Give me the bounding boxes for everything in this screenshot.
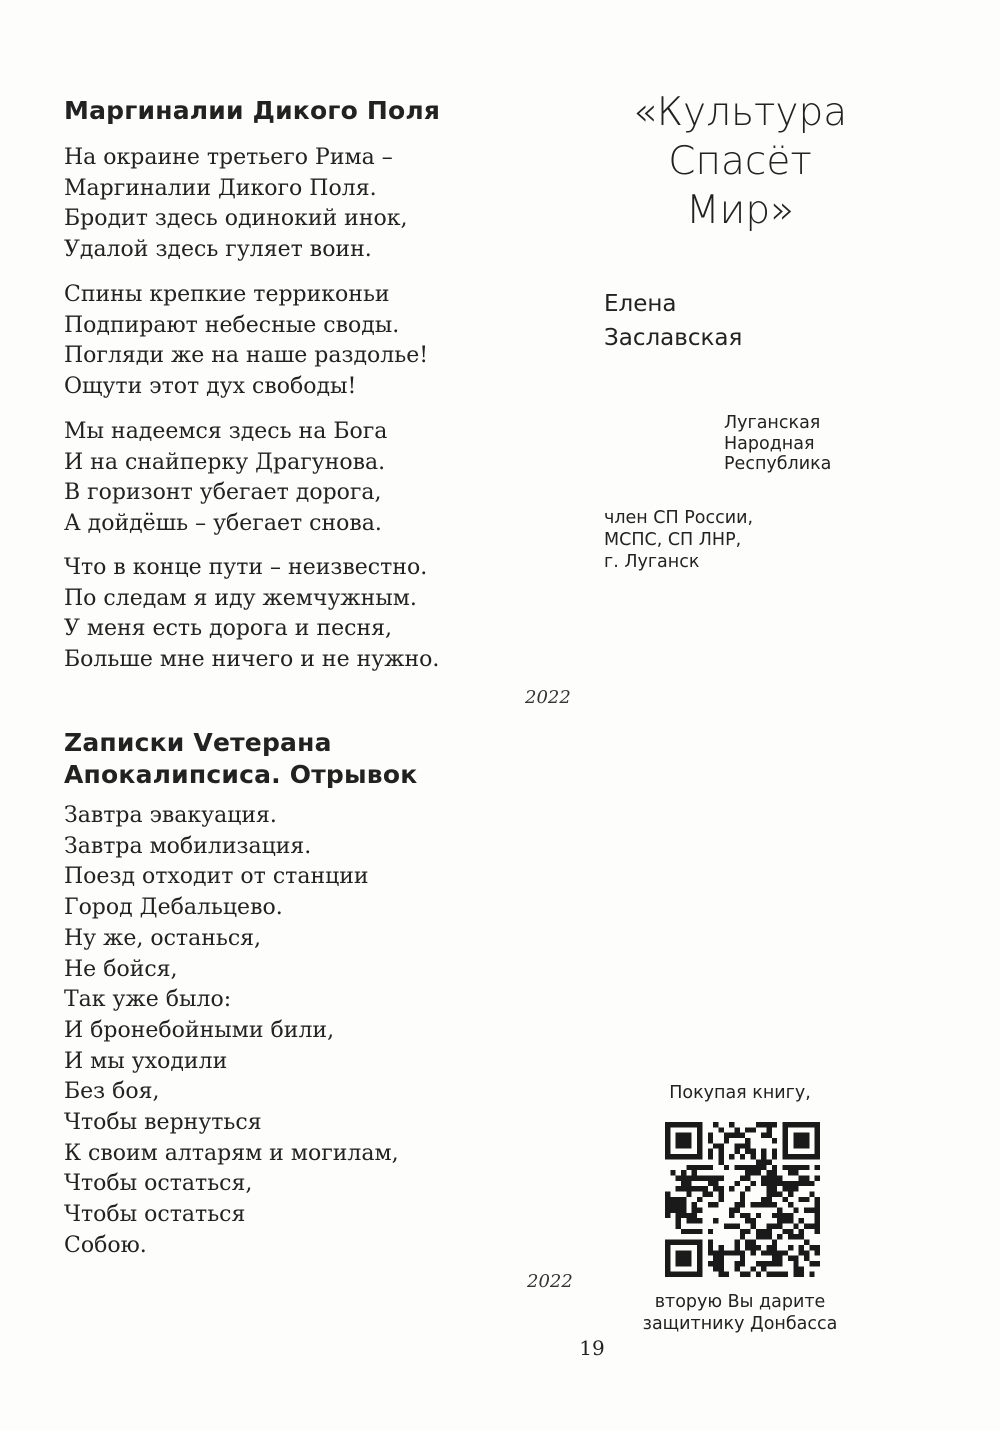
poem-line: Чтобы вернуться <box>64 1110 262 1136</box>
poem1-stanza-4 <box>64 553 439 676</box>
book-title-line: Мир» <box>686 188 794 233</box>
poem2-year: 2022 <box>527 1271 573 1292</box>
promo-line: вторую Вы дарите <box>654 1292 826 1312</box>
poem-line: И на снайперку Драгунова. <box>64 449 386 475</box>
region-line: Народная <box>724 433 815 454</box>
poem-line: Мы надеемся здесь на Бога <box>64 419 388 444</box>
poem2-title-line: Апокалипсиса. Отрывок <box>64 760 418 789</box>
poem-line: Город Дебальцево. <box>64 895 283 921</box>
promo-line: защитнику Донбасса <box>642 1314 838 1334</box>
poem1-stanza-3 <box>64 417 387 540</box>
poem-line: Спины крепкие терриконьи <box>64 282 390 307</box>
book-title-line: Спасёт <box>668 139 812 184</box>
poem-line: В горизонт убегает дорога, <box>64 480 382 506</box>
poem1-stanza-1 <box>64 143 407 266</box>
page-number: 19 <box>579 1336 605 1360</box>
author-first-name: Елена <box>604 291 677 317</box>
book-title <box>610 88 870 235</box>
poem-line: Так уже было: <box>64 987 232 1013</box>
poem-line: Чтобы остаться, <box>64 1171 253 1197</box>
poem-line: К своим алтарям и могилам, <box>64 1140 399 1166</box>
poem-line: По следам я иду жемчужным. <box>64 585 417 611</box>
poem-line: А дойдёшь – убегает снова. <box>64 511 382 537</box>
region-line: Республика <box>724 454 832 474</box>
membership-line: член СП России, <box>604 508 754 528</box>
poem-line: Ощути этот дух свободы! <box>64 374 357 400</box>
poem-line: Без боя, <box>64 1079 160 1105</box>
poem1-stanza-2 <box>64 280 428 403</box>
book-title-line: «Культура <box>632 90 848 135</box>
poem-line: Завтра мобилизация. <box>64 833 312 859</box>
poem-line: И мы уходили <box>64 1048 228 1074</box>
poem-line: Что в конце пути – неизвестно. <box>64 555 428 580</box>
region-line: Луганская <box>724 413 821 433</box>
poem1-title: Маргиналии Дикого Поля <box>64 96 441 125</box>
poem-line: У меня есть дорога и песня, <box>64 616 392 642</box>
poem-line: Поезд отходит от станции <box>64 864 369 890</box>
author-membership <box>604 507 753 573</box>
poem-line: Завтра эвакуация. <box>64 803 277 828</box>
membership-line: МСПС, СП ЛНР, <box>604 530 742 550</box>
author-name <box>604 287 742 355</box>
poem2-title-line: Zаписки Vетерана <box>64 728 332 757</box>
poem-line: Не бойся, <box>64 956 178 982</box>
poem-line: Больше мне ничего и не нужно. <box>64 647 440 673</box>
poem-line: И бронебойными били, <box>64 1017 335 1043</box>
author-region <box>724 413 831 475</box>
poem2-text <box>64 801 399 1262</box>
membership-line: г. Луганск <box>604 552 700 572</box>
poem-line: Чтобы остаться <box>64 1202 246 1228</box>
promo-caption-bottom <box>600 1291 880 1335</box>
poem-line: На окраине третьего Рима – <box>64 145 393 170</box>
poem-line: Бродит здесь одинокий инок, <box>64 206 408 232</box>
author-last-name: Заславская <box>604 325 743 351</box>
poem-line: Собою. <box>64 1232 147 1258</box>
poem-line: Погляди же на наше раздолье! <box>64 343 429 369</box>
poem1-year: 2022 <box>525 687 571 708</box>
poem2-title <box>64 727 417 791</box>
promo-caption-top: Покупая книгу, <box>669 1083 811 1103</box>
qr-code-icon[interactable] <box>665 1122 820 1277</box>
poem-line: Подпирают небесные своды. <box>64 312 400 338</box>
poem-line: Маргиналии Дикого Поля. <box>64 175 377 201</box>
poem-line: Удалой здесь гуляет воин. <box>64 237 372 263</box>
poem-line: Ну же, останься, <box>64 925 262 951</box>
